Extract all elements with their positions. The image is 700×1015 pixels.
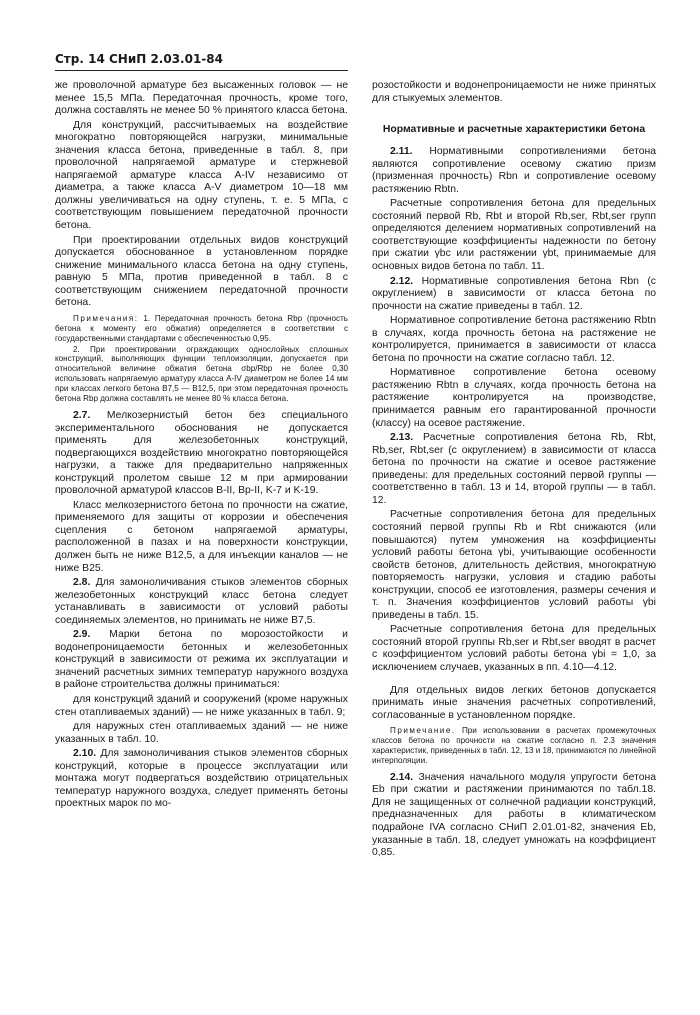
note-1 — [55, 314, 348, 344]
section-2-11 — [372, 146, 656, 196]
section-text: Расчетные сопротивления бетона Rb, Rbt, Rb,ser, Rbt,ser (с округлением) в зависимости от класса бетона по прочности на сжатие и осевое растяжение приведены: для предельных состояний первой группы — соответственно в табл. 13 и 14, второй группы — в табл. 12. — [372, 432, 656, 506]
notes-block — [55, 314, 348, 404]
section-number: 2.8. — [73, 577, 91, 589]
note-label: Примечание. — [390, 726, 456, 736]
paragraph: Расчетные сопротивления бетона для предельных состояний второй группы Rb,ser и Rbt,ser вводят в расчет с коэффициентом условий работы бетона γbi = 1,0, за исключением случаев, указанных в пп. 4.10—4.12. — [372, 624, 656, 673]
section-2-14 — [372, 772, 656, 860]
note-text: При использовании в расчетах промежуточных классов бетона по прочности на сжатие согласно п. 2.3 значения характеристик, приведенных в табл. 12, 13 и 18, принимаются по линейной интерполяции. — [372, 726, 656, 765]
section-text: Значения начального модуля упругости бетона Eb при сжатии и растяжении принимаются по табл.18. Для не защищенных от солнечной радиации конструкций, предназначенных для работы в климатическом подрайоне IVA согласно СНиП 2.01.01-82, значения Eb, указанные в табл. 18, следует умножать на коэффициент 0,85. — [372, 771, 657, 859]
note-2: 2. При проектировании ограждающих однослойных сплошных конструкций, выполняющих функции теплоизоляции, допускается при относительной величине обжатия бетона σbp/Rbp не более 0,30 использовать напрягаемую арматуру класса A-IV диаметром не более 14 мм при классах легкого бетона В7,5 — В12,5, при этом передаточная прочность бетона Rbp должна составлять не менее 80 % класса бетона. — [55, 344, 348, 404]
section-text: Для замоноличивания стыков элементов сборных железобетонных конструкций класс бетона следует устанавливать в зависимости от условий работы соединяемых элементов, но принимать не ниже В7,5. — [55, 577, 348, 626]
header-rule — [55, 70, 348, 71]
paragraph: Для отдельных видов легких бетонов допускается принимать иные значения расчетных сопротивлений, согласованные в установленном порядке. — [372, 684, 656, 721]
section-2-7 — [55, 410, 348, 498]
section-text: Мелкозернистый бетон без специального экспериментального обоснования не допускается применять для железобетонных конструкций, подвергающихся воздействию многократно повторяющейся нагрузки, а также для предварительно напряженных конструкций пролетом свыше 12 м при армировании проволочной арматурой классов B-II, Bp-II, K-7 и K-19. — [55, 410, 348, 497]
section-text: Нормативными сопротивлениями бетона являются сопротивление осевому сжатию призм (призменная прочность) Rbn и сопротивление осевому растяжению Rbtn. — [372, 146, 657, 195]
section-number: 2.11. — [390, 146, 413, 158]
paragraph: Класс мелкозернистого бетона по прочности на сжатие, применяемого для защиты от коррозии и обеспечения сцепления с бетоном напрягаемой арматуры, расположенной в пазах и на поверхности конструкции, должен быть не ниже В12,5, а для инъекции каналов — не ниже В25. — [55, 499, 348, 574]
section-2-13 — [372, 432, 656, 507]
section-number: 2.14. — [390, 771, 414, 783]
paragraph: Расчетные сопротивления бетона для предельных состояний первой группы Rb и Rbt снижаются (или повышаются) путем умножения на коэффициенты условий работы бетона γbi, учитывающие особенности свойств бетонов, длительность действия, многократную повторяемость нагрузки, условия и стадию работы конструкции, способ ее изготовления, размеры сечения и т. п. Значения коэффициентов условий работы γbi приведены в табл. 15. — [372, 509, 656, 621]
section-number: 2.12. — [390, 275, 414, 287]
paragraph: Нормативное сопротивление бетона растяжению Rbtn в случаях, когда прочность бетона на растяжение не контролируется, принимается в зависимости от класса бетона по прочности на сжатие согласно табл. 12. — [372, 315, 656, 364]
section-number: 2.7. — [73, 410, 91, 421]
section-2-8 — [55, 577, 348, 627]
paragraph: для наружных стен отапливаемых зданий — не ниже указанных в табл. 10. — [55, 721, 348, 745]
section-number: 2.9. — [73, 629, 91, 641]
paragraph: же проволочной арматуре без высаженных головок — не менее 15,5 МПа. Передаточная прочность, кроме того, должна составлять не менее 50 % принятого класса бетона. — [55, 80, 348, 117]
section-2-9 — [55, 629, 348, 692]
section-2-12 — [372, 276, 656, 314]
section-text: Марки бетона по морозостойкости и водонепроницаемости бетонных и железобетонных конструкций в зависимости от режима их эксплуатации и значений расчетных зимних температур наружного воздуха в районе строительства должны приниматься: — [55, 629, 348, 691]
note-block — [372, 726, 656, 766]
paragraph: для конструкций зданий и сооружений (кроме наружных стен отапливаемых зданий) — не ниже указанных в табл. 9; — [55, 694, 348, 718]
section-number: 2.13. — [390, 432, 414, 444]
paragraph: Для конструкций, рассчитываемых на воздействие многократно повторяющейся нагрузки, минимальные значения класса бетона, приведенные в табл. 8, при проволочной напрягаемой арматуре и стержневой напрягаемой арматуре класса A-IV независимо от диаметра, а также класса A-V диаметром 10—18 мм должны увеличиваться на одну ступень, т. е. 5 МПа, с соответствующим повышением передаточной прочности бетона. — [55, 119, 348, 232]
paragraph: розостойкости и водонепроницаемости не ниже принятых для стыкуемых элементов. — [372, 80, 656, 104]
paragraph: Нормативное сопротивление бетона осевому растяжению Rbtn в случаях, когда прочность бетона на растяжение контролируется на производстве, принимается равным его гарантированной прочности (классу) на осевое растяжение. — [372, 367, 656, 429]
spacer — [372, 677, 656, 685]
note-label: Примечания: — [73, 313, 139, 323]
section-text: Нормативные сопротивления бетона Rbn (с округлением) в зависимости от класса бетона по прочности на сжатие приведены в табл. 12. — [372, 275, 656, 312]
paragraph: При проектировании отдельных видов конструкций допускается обоснованное в установленном порядке снижение минимального класса бетона на одну ступень, равную 5 МПа, против приведенной в табл. 8 с соответствующим снижением передаточной прочности бетона. — [55, 234, 348, 309]
right-column — [372, 80, 656, 862]
page-header: Стр. 14 СНиП 2.03.01-84 — [55, 52, 223, 66]
left-column — [55, 80, 348, 813]
section-text: Для замоноличивания стыков элементов сборных конструкций, которые в процессе эксплуатации или монтажа могут подвергаться воздействию отрицательных температур наружного воздуха, следует применять бетоны проектных марок по мо- — [55, 748, 348, 810]
note — [372, 726, 656, 766]
paragraph: Расчетные сопротивления бетона для предельных состояний первой Rb, Rbt и второй Rb,ser, Rbt,ser групп определяются делением нормативных сопротивлений на соответствующие коэффициенты надежности по бетону при сжатии γbc или растяжении γbt, принимаемые для основных видов бетона по табл. 11. — [372, 198, 656, 273]
section-heading: Нормативные и расчетные характеристики бетона — [382, 124, 646, 136]
section-number: 2.10. — [73, 748, 97, 760]
note-text: 1. Передаточная прочность бетона Rbp (прочность бетона к моменту его обжатия) определяется в соответствии с государственными стандартами с обеспеченностью 0,95. — [55, 313, 348, 343]
section-2-10 — [55, 748, 348, 811]
